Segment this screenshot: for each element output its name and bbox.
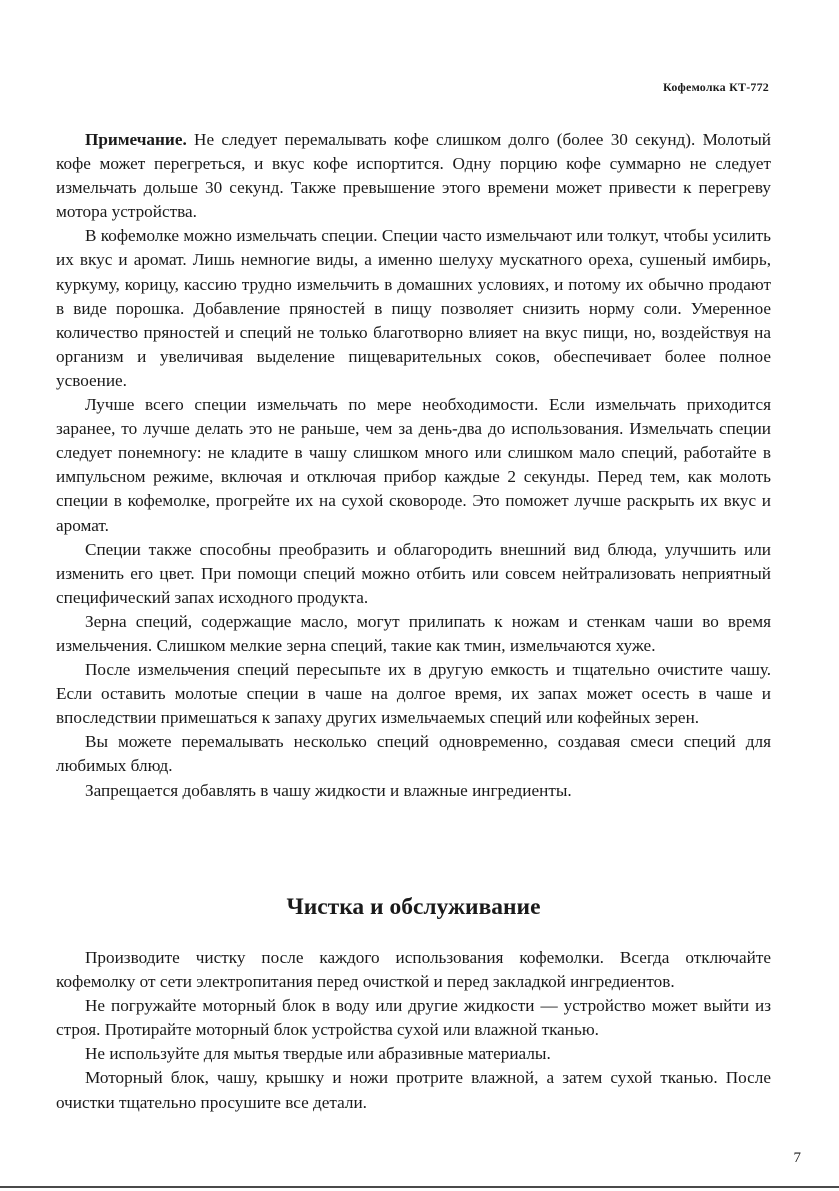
paragraph: После измельчения специй пересыпьте их в другую емкость и тщательно очистите чашу. Если оставить молотые специи в чаше на долгое время, их запах может осесть в чаше и впоследствии примешаться к запаху других измельчаемых специй или кофейных зерен. [56, 660, 771, 728]
main-text [56, 128, 771, 803]
section-paragraph: Производите чистку после каждого использования кофемолки. Всегда отключайте кофемолку от сети электропитания перед очисткой и перед закладкой ингредиентов. [56, 948, 771, 992]
page-number: 7 [793, 1150, 801, 1166]
section-paragraph: Не используйте для мытья твердые или абразивные материалы. [85, 1044, 551, 1064]
note-text: Не следует перемалывать кофе слишком долго (более 30 секунд). Молотый кофе может перегреться, и вкус кофе испортится. Одну порцию кофе суммарно не следует измельчать дольше 30 секунд. Также превышение этого времени может привести к перегреву мотора устройства. [56, 130, 771, 222]
paragraph: Зерна специй, содержащие масло, могут прилипать к ножам и стенкам чаши во время измельчения. Слишком мелкие зерна специй, такие как тмин, измельчаются хуже. [56, 611, 771, 655]
paragraph: Запрещается добавлять в чашу жидкости и влажные ингредиенты. [85, 780, 572, 800]
section-paragraph: Моторный блок, чашу, крышку и ножи протрите влажной, а затем сухой тканью. После очистки тщательно просушите все детали. [56, 1068, 771, 1112]
note-label: Примечание. [85, 130, 187, 149]
page-header: Кофемолка КТ-772 [663, 80, 769, 94]
bottom-divider [0, 1186, 839, 1188]
section-title: Чистка и обслуживание [286, 894, 541, 920]
section-paragraph: Не погружайте моторный блок в воду или другие жидкости — устройство может выйти из строя. Протирайте моторный блок устройства сухой или влажной тканью. [56, 996, 771, 1040]
paragraph: В кофемолке можно измельчать специи. Специи часто измельчают или толкут, чтобы усилить их вкус и аромат. Лишь немногие виды, а именно шелуху мускатного ореха, сушеный имбирь, куркуму, корицу, кассию трудно измельчить в домашних условиях, и потому их обычно продают в виде порошка. Добавление пряностей в пищу позволяет снизить норму соли. Умеренное количество пряностей и специй не только благотворно влияет на вкус пищи, но, воздействуя на организм и увеличивая выделение пищеварительных соков, обеспечивает более полное усвоение. [56, 226, 771, 390]
paragraph: Лучше всего специи измельчать по мере необходимости. Если измельчать приходится заранее, то лучше делать это не раньше, чем за день-два до использования. Измельчать специи следует понемногу: не кладите в чашу слишком много или слишком мало специй, работайте в импульсном режиме, включая и отключая прибор каждые 2 секунды. Перед тем, как молоть специи в кофемолке, прогрейте их на сухой сковороде. Это поможет лучше раскрыть их вкус и аромат. [56, 395, 771, 535]
cleaning-section [56, 946, 771, 1115]
note-paragraph [56, 128, 771, 224]
paragraph: Вы можете перемалывать несколько специй одновременно, создавая смеси специй для любимых блюд. [56, 732, 771, 776]
paragraph: Специи также способны преобразить и облагородить внешний вид блюда, улучшить или изменить его цвет. При помощи специй можно отбить или совсем нейтрализовать неприятный специфический запах исходного продукта. [56, 539, 771, 607]
